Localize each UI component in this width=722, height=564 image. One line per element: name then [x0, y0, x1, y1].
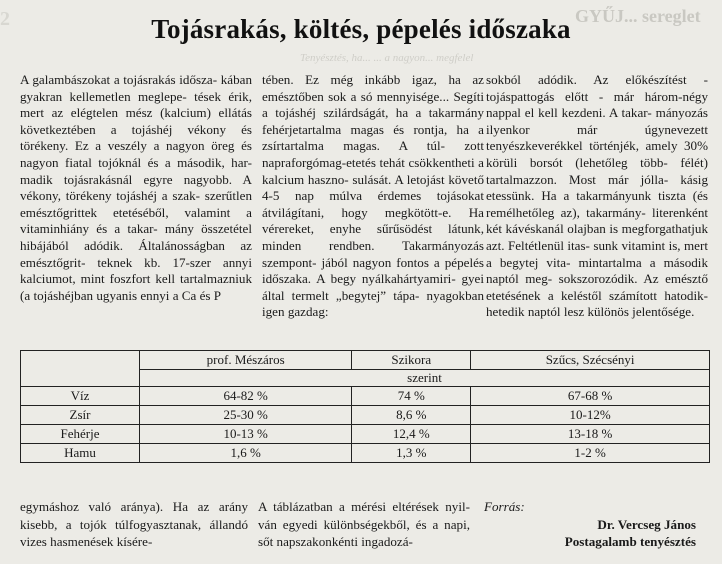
- table-cell: 12,4 %: [352, 425, 471, 444]
- source-block: [484, 498, 696, 551]
- table-cell: 10-13 %: [140, 425, 352, 444]
- table-row: [21, 387, 710, 406]
- bottom-column-2: A táblázatban a mérési eltérések nyil- ván egyedi különbségekből, és a napi, sőt napszakonkénti ingadozá-: [258, 499, 470, 549]
- table-row: [21, 425, 710, 444]
- table-row-label: Zsír: [21, 406, 140, 425]
- table-cell: 74 %: [352, 387, 471, 406]
- table-cell: 25-30 %: [140, 406, 352, 425]
- table-subheader: szerint: [140, 370, 710, 387]
- table-corner-cell: [21, 351, 140, 387]
- table-cell: 67-68 %: [471, 387, 710, 406]
- adjacent-page-fragment: 2: [0, 8, 10, 30]
- table-cell: 8,6 %: [352, 406, 471, 425]
- table-cell: 13-18 %: [471, 425, 710, 444]
- article-column-1: A galambászokat a tojásrakás idősza- kában gyakran kellemetlen meglepe- tések érik, mert az elégtelen mész (kalcium) ellátás következtében a tojáshéj vékony és törékeny. Ez a veszély a nagyon öreg és nagyon fiatal tojóknál és a második, har- madik tojásrakásnál egyre nagyobb. A vékony, törékeny tojáshéj a szak- szerűtlen emésztőgrittek etetéséből, valamint a vitaminhiány és a takar- mány összetétel hibájából adódik. Általánosságban az emésztőgrit- teknek kb. 17-szer annyi kalciumot, mint foszfort kell tartalmazniuk (a tojáshéjban ugyanis ennyi a Ca és P: [20, 72, 252, 303]
- table-row-label: Hamu: [21, 444, 140, 463]
- table-header-source: Szikora: [352, 351, 471, 370]
- bottom-column-1: egymáshoz való aránya). Ha az arány kisebb, a tojók túlfogyasztanak, állandó vizes hasmenések kísére-: [20, 499, 248, 549]
- author-name: Dr. Vercseg János: [597, 516, 696, 532]
- table-header-row: [21, 351, 710, 370]
- table-cell: 10-12%: [471, 406, 710, 425]
- article-column-3: sokból adódik. Az előkészítést - tojáspattogás előtt - már három-négy nappal el kell kezdeni. A takar- mányozás ilyenkor már úgynevezett tenyészkeverékkel történjék, amely 30% körüli borsót (lehetőleg több- félét) tartalmazzon. Most már jólla- kásig etessünk. Ha a takarmányunk tiszta (és remélhetőleg az), takarmány- literenként két kávéskanál olajban is megforgathatjuk azt. Feltétlenül itas- sunk vitamint is, mert a begytej vita- mintartalma a második naptól meg- sokszorozódik. Az emésztő etetésének a keléstől számított hatodik-hetedik naptól lesz különös jelentősége.: [486, 72, 708, 320]
- article-title: Tojásrakás, költés, pépelés időszaka: [151, 14, 571, 44]
- publication-name: Postagalamb tenyésztés: [564, 534, 696, 549]
- composition-table: [20, 350, 710, 463]
- source-label: Forrás:: [484, 499, 525, 514]
- article-column-2: tében. Ez még inkább igaz, ha az emésztőben sok a só mennyisége... Segíti a tojáshéj szilárdságát, ha a takarmány fehérjetartalma magas és rontja, ha a zsírtartalma magas. A túl- zott napraforgómag-etetés tehát csökkentheti a kalcium haszno- sulását. A letojást követő 4-5 nap múlva érdemes tojásokat átvilágítani, hogy megkötött-e. Ha vérereket, enyhe sűrűsödést látunk, minden rendben. Takarmányozás szempont- jából nagyon fontos a pépelés időszaka. A begy nyálkahártyamiri- gyei által termelt „begytej” tápa- nyagokban igen gazdag:: [262, 72, 484, 320]
- table-row: [21, 444, 710, 463]
- table-cell: 1,3 %: [352, 444, 471, 463]
- bleed-through-header: GYŰJ... sereglet: [575, 6, 701, 26]
- table-header-source: Szűcs, Szécsényi: [471, 351, 710, 370]
- table-cell: 64-82 %: [140, 387, 352, 406]
- table-row-label: Fehérje: [21, 425, 140, 444]
- table-cell: 1,6 %: [140, 444, 352, 463]
- table-header-source: prof. Mészáros: [140, 351, 352, 370]
- table-row: [21, 406, 710, 425]
- bleed-through-subheader: Tenyésztés, ha... ... a nagyon... megfelel: [300, 52, 474, 64]
- table-cell: 1-2 %: [471, 444, 710, 463]
- table-row-label: Víz: [21, 387, 140, 406]
